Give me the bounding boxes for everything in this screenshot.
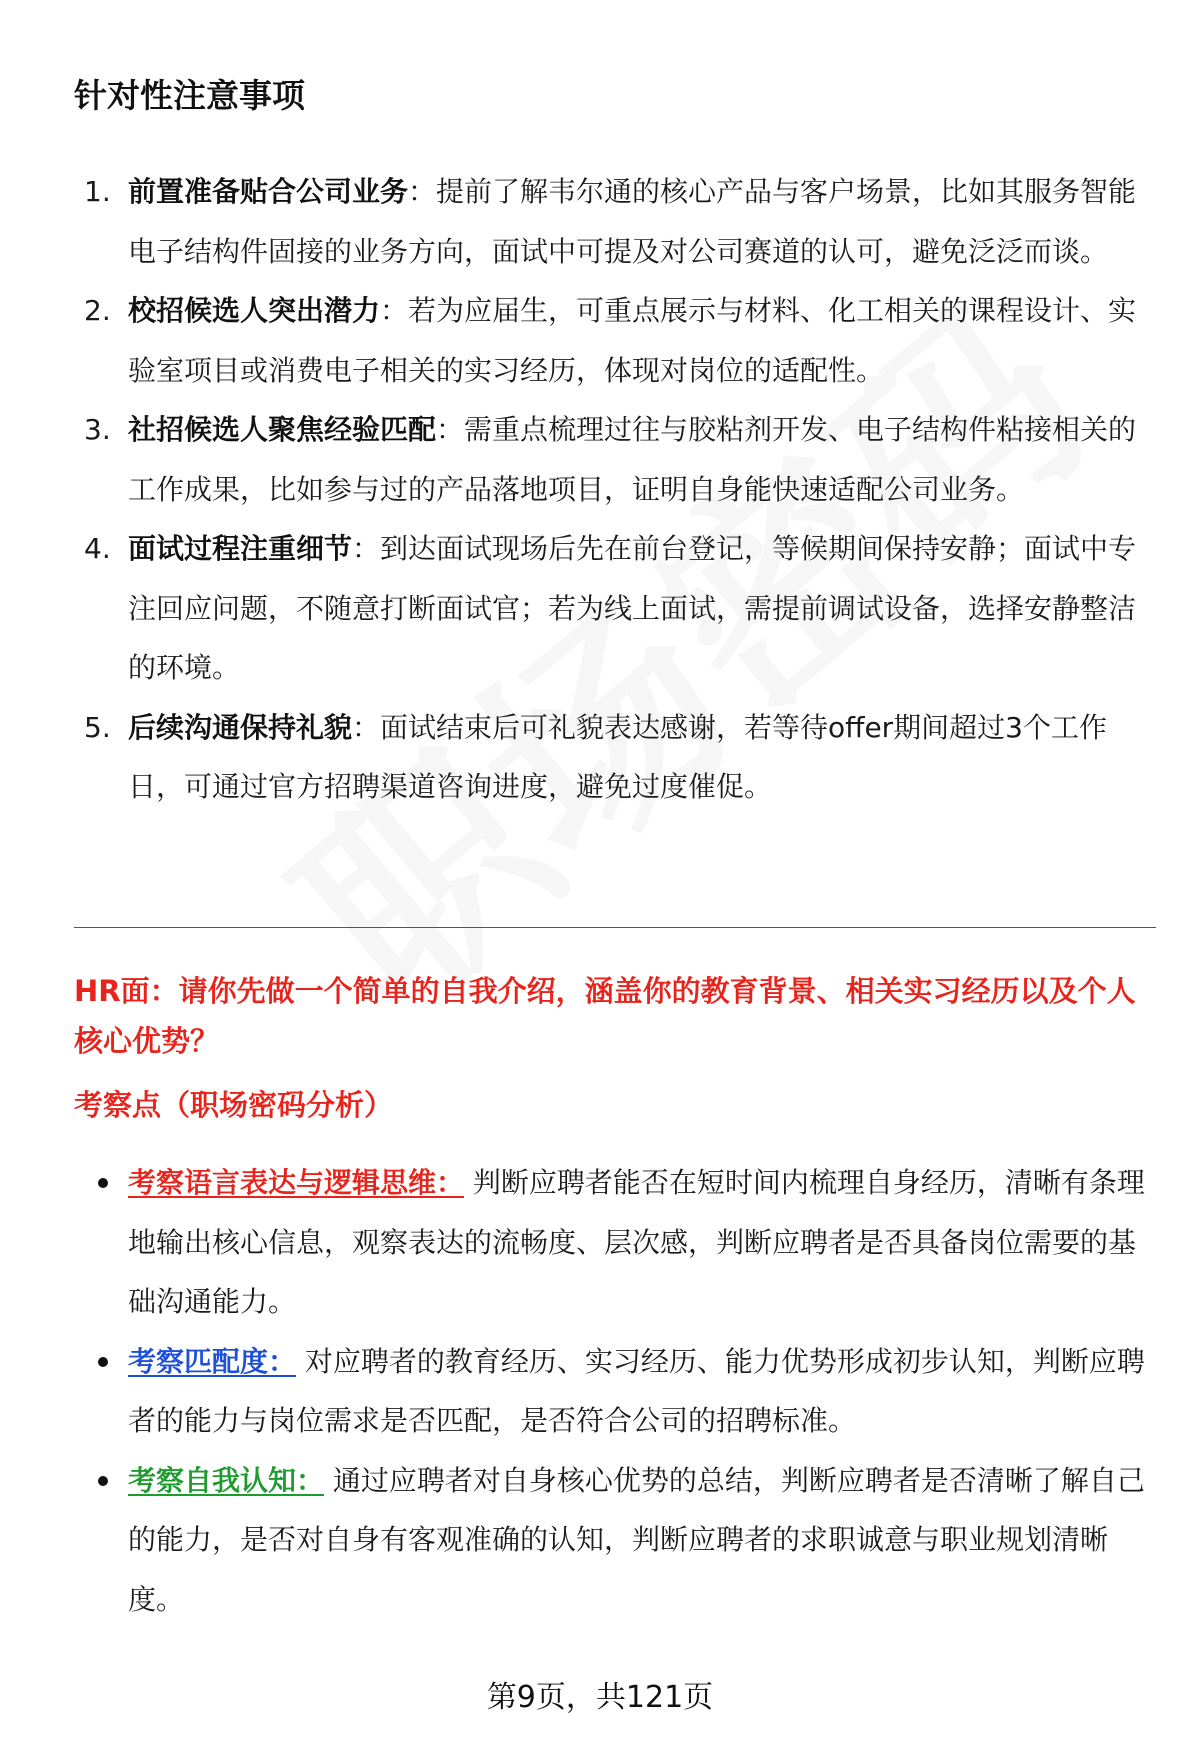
item-text: ：到达面试现场后先在前台登记，等候期间保持安静；面试中专注回应问题，不随意打断面试官；若为线上面试，需提前调试设备，选择安静整洁的环境。 (128, 532, 1137, 684)
list-number: 5. (84, 710, 111, 744)
list-item (74, 698, 1154, 817)
item-text: 通过应聘者对自身核心优势的总结，判断应聘者是否清晰了解自己的能力，是否对自身有客观准确的认知，判断应聘者的求职诚意与职业规划清晰度。 (128, 1463, 1145, 1616)
list-number: 1. (84, 175, 111, 208)
list-number: 3. (84, 413, 111, 446)
item-text: 判断应聘者能否在短时间内梳理自身经历，清晰有条理地输出核心信息，观察表达的流畅度、层次感，判断应聘者是否具备岗位需要的基础沟通能力。 (128, 1166, 1145, 1318)
bullet-dot-icon (98, 1178, 108, 1188)
item-heading: 后续沟通保持礼貌 (128, 710, 353, 744)
list-number: 4. (84, 532, 111, 565)
page-footer: 第9页，共121页 (486, 1680, 714, 1715)
item-text: 对应聘者的教育经历、实习经历、能力优势形成初步认知，判断应聘者的能力与岗位需求是否匹配，是否符合公司的招聘标准。 (128, 1344, 1145, 1437)
bullet-list (74, 1153, 1154, 1629)
item-tag: 考察自我认知： (128, 1463, 325, 1497)
item-heading: 面试过程注重细节 (128, 532, 353, 565)
bullet-dot-icon (98, 1476, 108, 1486)
list-item (74, 1451, 1154, 1630)
list-item (74, 400, 1154, 519)
numbered-list (74, 162, 1154, 817)
item-heading: 校招候选人突出潜力 (128, 294, 381, 327)
list-item (74, 162, 1154, 281)
list-item (74, 1332, 1154, 1451)
item-text: ：面试结束后可礼貌表达感谢，若等待offer期间超过3个工作日，可通过官方招聘渠道咨询进度，避免过度催促。 (128, 710, 1107, 803)
assessment-points-heading: 考察点（职场密码分析） (74, 1088, 394, 1122)
item-heading: 社招候选人聚焦经验匹配 (128, 413, 437, 446)
list-item (74, 281, 1154, 400)
list-number: 2. (84, 294, 111, 327)
item-text: ：若为应届生，可重点展示与材料、化工相关的课程设计、实验室项目或消费电子相关的实习经历，体现对岗位的适配性。 (128, 294, 1137, 387)
section-title: 针对性注意事项 (74, 76, 305, 115)
list-item (74, 519, 1154, 698)
item-tag: 考察语言表达与逻辑思维： (128, 1166, 465, 1199)
bullet-dot-icon (98, 1357, 108, 1367)
item-text: ：需重点梳理过往与胶粘剂开发、电子结构件粘接相关的工作成果，比如参与过的产品落地项目，证明自身能快速适配公司业务。 (128, 413, 1137, 506)
list-item (74, 1153, 1154, 1332)
item-text: ：提前了解韦尔通的核心产品与客户场景，比如其服务智能电子结构件固接的业务方向，面试中可提及对公司赛道的认可，避免泛泛而谈。 (128, 175, 1137, 268)
item-heading: 前置准备贴合公司业务 (128, 175, 409, 208)
horizontal-divider (74, 927, 1156, 928)
item-tag: 考察匹配度： (128, 1344, 297, 1378)
hr-question-heading: HR面：请你先做一个简单的自我介绍，涵盖你的教育背景、相关实习经历以及个人核心优势？ (74, 974, 1136, 1058)
